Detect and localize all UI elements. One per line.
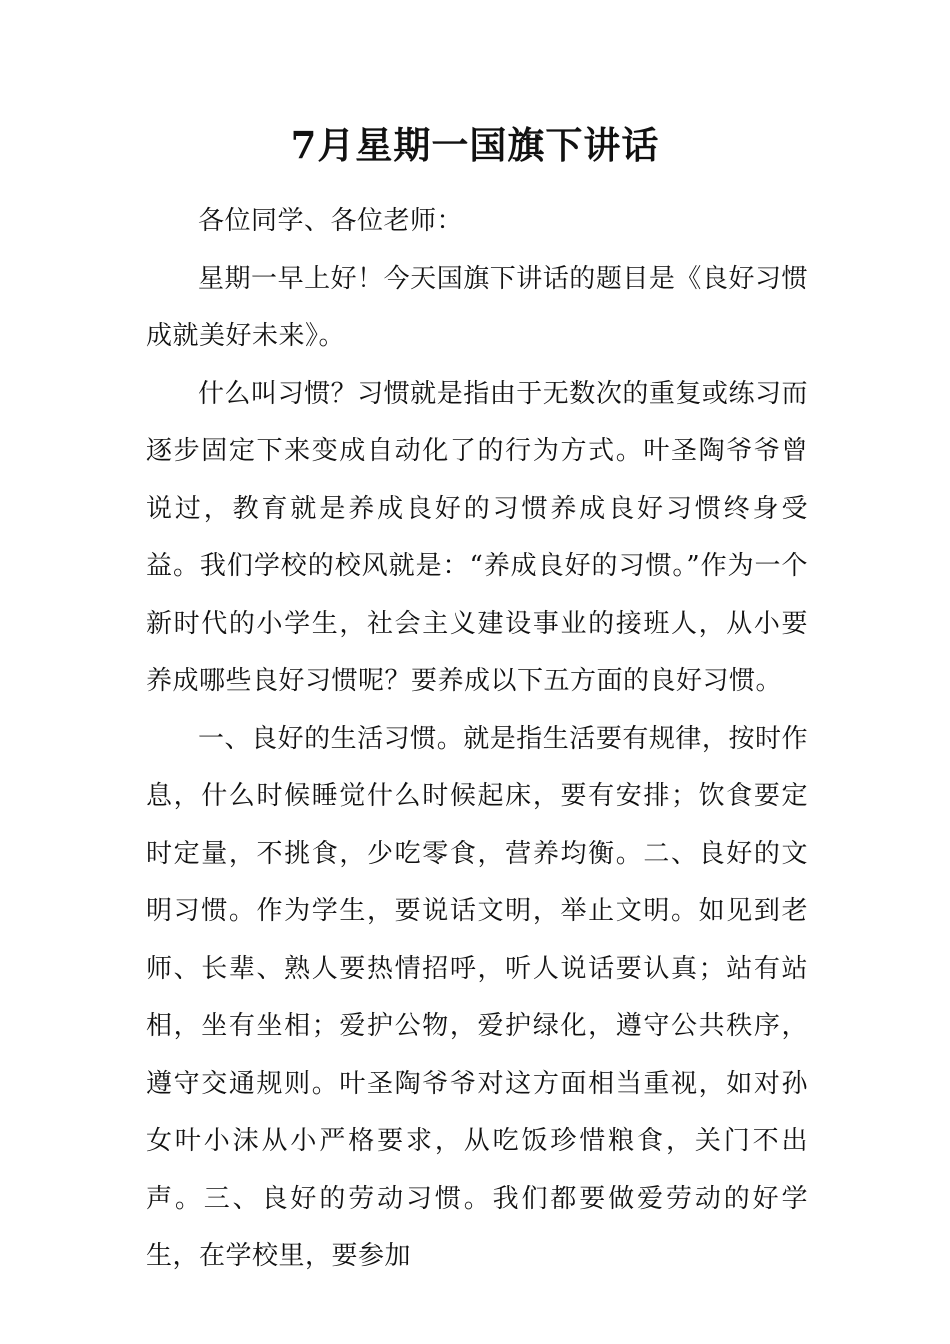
habits-list-paragraph: 一、良好的生活习惯。就是指生活要有规律，按时作息，什么时候睡觉什么时候起床，要有安排；饮食要定时定量，不挑食，少吃零食，营养均衡。二、良好的文明习惯。作为学生，要说话文明，举止文明。如见到老师、长辈、熟人要热情招呼，听人说话要认真；站有站相，坐有坐相；爱护公物，爱护绿化，遵守公共秩序，遵守交通规则。叶圣陶爷爷对这方面相当重视，如对孙女叶小沫从小严格要求，从吃饭珍惜粮食，关门不出声。三、良好的劳动习惯。我们都要做爱劳动的好学生，在学校里，要参加 [146,723,808,1271]
salutation-paragraph: 各位同学、各位老师： [198,206,464,236]
document-title: 7月星期一国旗下讲话 [290,123,660,167]
habit-definition-paragraph: 什么叫习惯？习惯就是指由于无数次的重复或练习而逐步固定下来变成自动化了的行为方式。叶圣陶爷爷曾说过，教育就是养成良好的习惯养成良好习惯终身受益。我们学校的校风就是：“养成良好的习惯。”作为一个新时代的小学生，社会主义建设事业的接班人，从小要养成哪些良好习惯呢？要养成以下五方面的良好习惯。 [146,378,808,696]
document-body [146,193,808,1286]
greeting-paragraph: 星期一早上好！今天国旗下讲话的题目是《良好习惯成就美好未来》。 [146,263,808,351]
